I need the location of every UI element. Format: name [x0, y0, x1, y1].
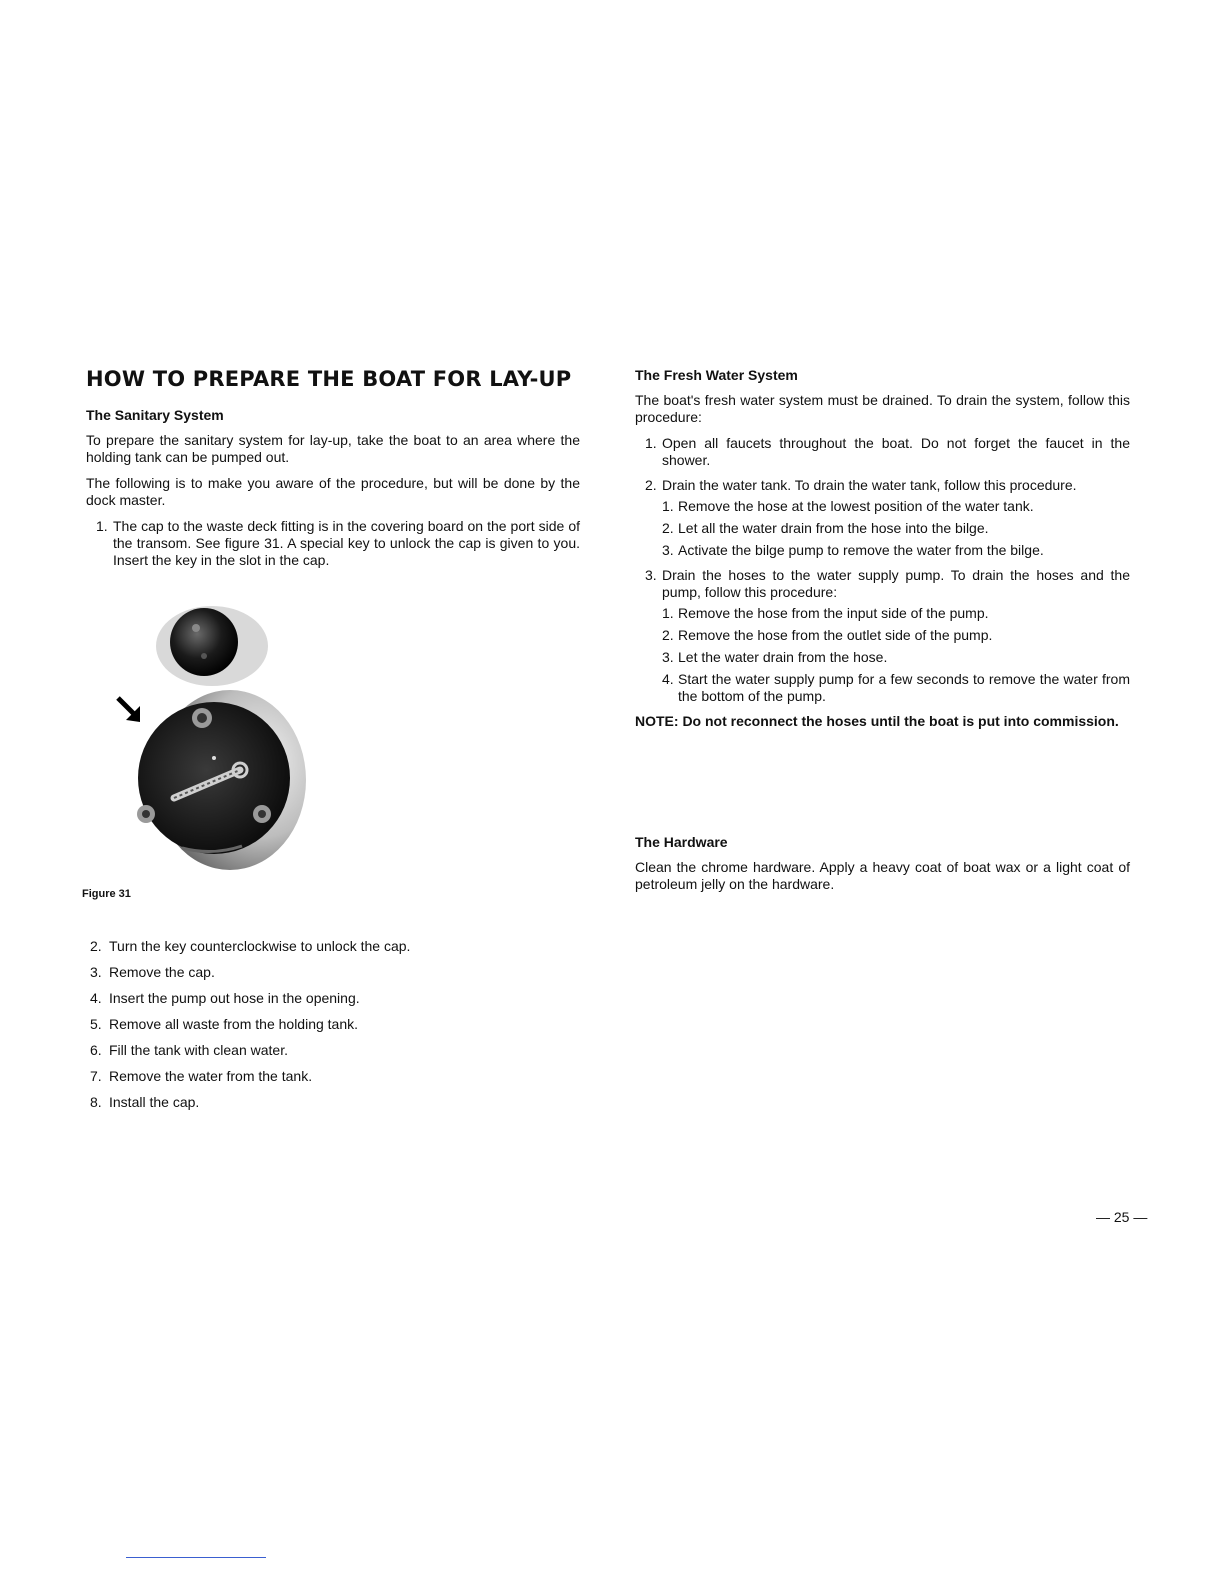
- sub-step-text: Remove the hose from the outlet side of the pump.: [678, 627, 993, 643]
- fresh-water-steps: [635, 435, 1130, 705]
- list-item: [662, 605, 1130, 622]
- sub-step-number: 3.: [662, 542, 674, 558]
- sub-step-text: Start the water supply pump for a few seconds to remove the water from the bottom of the pump.: [678, 671, 1130, 704]
- step-number: 3.: [645, 567, 657, 583]
- list-item: [86, 518, 580, 569]
- step-text: Remove the water from the tank.: [109, 1068, 313, 1084]
- sub-step-number: 1.: [662, 605, 674, 621]
- step-number: 4.: [90, 990, 102, 1006]
- step-number: 6.: [90, 1042, 102, 1058]
- list-item: [662, 627, 1130, 644]
- list-item: [662, 649, 1130, 666]
- list-item: [86, 964, 580, 981]
- fresh-water-intro: The boat's fresh water system must be drained. To drain the system, follow this procedure:: [635, 392, 1130, 425]
- step-number: 7.: [90, 1068, 102, 1084]
- hardware-text: Clean the chrome hardware. Apply a heavy coat of boat wax or a light coat of petroleum jelly on the hardware.: [635, 859, 1130, 892]
- sanitary-steps-first: [86, 518, 580, 569]
- fresh-water-note: NOTE: Do not reconnect the hoses until the boat is put into commission.: [635, 713, 1119, 729]
- arrow-icon: [118, 698, 140, 722]
- list-item: [662, 520, 1130, 537]
- waste-deck-fitting-photo: [112, 598, 312, 873]
- figure-caption: Figure 31: [82, 888, 131, 900]
- page-title: HOW TO PREPARE THE BOAT FOR LAY-UP: [86, 367, 572, 391]
- list-item: [86, 990, 580, 1007]
- sanitary-paragraph-1: To prepare the sanitary system for lay-up, take the boat to an area where the holding tank can be pumped out.: [86, 432, 580, 465]
- sub-step-number: 2.: [662, 520, 674, 536]
- list-item: [635, 567, 1130, 705]
- list-item: [662, 542, 1130, 559]
- list-item: [86, 1068, 580, 1085]
- sub-step-number: 1.: [662, 498, 674, 514]
- fresh-water-heading: The Fresh Water System: [635, 367, 798, 383]
- step-number: 8.: [90, 1094, 102, 1110]
- step-number: 2.: [645, 477, 657, 493]
- step-text: Drain the water tank. To drain the water tank, follow this procedure.: [662, 477, 1077, 493]
- sanitary-steps-rest: [86, 938, 580, 1120]
- page-number: — 25 —: [1096, 1209, 1148, 1225]
- list-item: [635, 477, 1130, 559]
- sub-step-text: Let all the water drain from the hose into the bilge.: [678, 520, 989, 536]
- sub-steps: [662, 605, 1130, 705]
- sub-step-text: Remove the hose from the input side of the pump.: [678, 605, 989, 621]
- step-text: Open all faucets throughout the boat. Do not forget the faucet in the shower.: [662, 435, 1130, 468]
- step-number: 1.: [645, 435, 657, 451]
- step-text: Install the cap.: [109, 1094, 200, 1110]
- sub-step-number: 3.: [662, 649, 674, 665]
- sub-step-number: 2.: [662, 627, 674, 643]
- step-text: Remove the cap.: [109, 964, 215, 980]
- list-item: [86, 1042, 580, 1059]
- left-column: [86, 366, 580, 577]
- sub-step-text: Activate the bilge pump to remove the water from the bilge.: [678, 542, 1044, 558]
- sub-step-number: 4.: [662, 671, 674, 687]
- list-item: [635, 435, 1130, 469]
- step-text: Insert the pump out hose in the opening.: [109, 990, 360, 1006]
- sub-steps: [662, 498, 1130, 559]
- step-text: The cap to the waste deck fitting is in the covering board on the port side of the transom. See figure 31. A special key to unlock the cap is given to you. Insert the key in the slot in the cap.: [113, 518, 580, 568]
- step-text: Remove all waste from the holding tank.: [109, 1016, 359, 1032]
- step-number: 5.: [90, 1016, 102, 1032]
- cap-icon: [156, 606, 268, 686]
- list-item: [662, 498, 1130, 515]
- step-number: 3.: [90, 964, 102, 980]
- sub-step-text: Let the water drain from the hose.: [678, 649, 888, 665]
- step-text: Drain the hoses to the water supply pump. To drain the hoses and the pump, follow this procedure:: [662, 567, 1130, 600]
- sanitary-heading: The Sanitary System: [86, 407, 224, 423]
- step-number: 2.: [90, 938, 102, 954]
- right-column: [635, 366, 1130, 730]
- list-item: [86, 1016, 580, 1033]
- step-number: 1.: [96, 518, 108, 534]
- divider: [126, 1557, 266, 1558]
- step-text: Fill the tank with clean water.: [109, 1042, 288, 1058]
- list-item: [86, 938, 580, 955]
- hardware-section: [635, 833, 1130, 902]
- hardware-heading: The Hardware: [635, 834, 728, 850]
- step-text: Turn the key counterclockwise to unlock the cap.: [109, 938, 411, 954]
- sub-step-text: Remove the hose at the lowest position of the water tank.: [678, 498, 1034, 514]
- deck-fitting-icon: [137, 690, 306, 870]
- list-item: [86, 1094, 580, 1111]
- sanitary-paragraph-2: The following is to make you aware of the procedure, but will be done by the dock master.: [86, 475, 580, 508]
- list-item: [662, 671, 1130, 705]
